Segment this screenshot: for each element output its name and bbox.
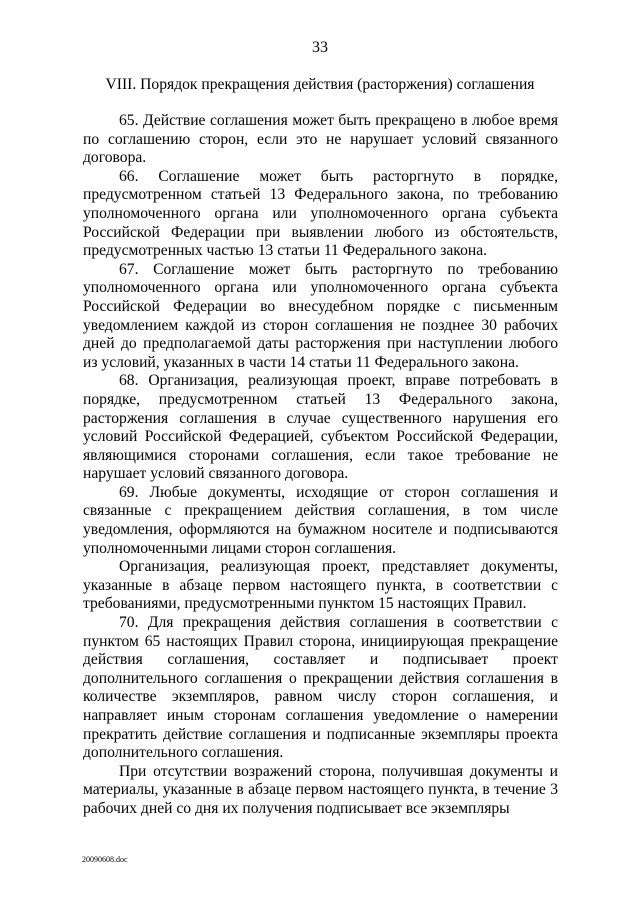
section-title: VIII. Порядок прекращения действия (расторжения) соглашения: [105, 76, 535, 93]
paragraph-69-second: Организация, реализующая проект, представляет документы, указанные в абзаце первом настоящего пункта, в соответствии с требованиями, предусмотренными пунктом 15 настоящих Правил.: [83, 558, 558, 613]
paragraph-66: 66. Соглашение может быть расторгнуто в порядке, предусмотренном статьей 13 Федерального закона, по требованию уполномоченного органа или уполномоченного органа субъекта Российской Федерации при выявлении любого из обстоятельств, предусмотренных частью 13 статьи 11 Федерального закона.: [83, 167, 558, 260]
document-body: [83, 112, 558, 819]
paragraph-69: 69. Любые документы, исходящие от сторон соглашения и связанные с прекращением действия соглашения, в том числе уведомления, оформляются на бумажном носителе и подписываются уполномоченными лицами сторон соглашения.: [83, 483, 558, 557]
paragraph-65: 65. Действие соглашения может быть прекращено в любое время по соглашению сторон, если это не нарушает условий связанного договора.: [83, 112, 558, 167]
footer-filename: 20090608.doc: [82, 855, 128, 864]
paragraph-67: 67. Соглашение может быть расторгнуто по требованию уполномоченного органа или уполномоченного органа субъекта Российской Федерации во внесудебном порядке с письменным уведомлением каждой из сторон соглашения не позднее 30 рабочих дней до предполагаемой даты расторжения при наступлении любого из условий, указанных в части 14 статьи 11 Федерального закона.: [83, 260, 558, 371]
page-number: 33: [312, 39, 328, 56]
paragraph-70-second: При отсутствии возражений сторона, получившая документы и материалы, указанные в абзаце первом настоящего пункта, в течение 3 рабочих дней со дня их получения подписывает все экземпляры: [83, 762, 558, 817]
paragraph-70: 70. Для прекращения действия соглашения в соответствии с пунктом 65 настоящих Правил сторона, инициирующая прекращение действия соглашения, составляет и подписывает проект дополнительного соглашения о прекращении действия соглашения в количестве экземпляров, равном числу сторон соглашения, и направляет иным сторонам соглашения уведомление о намерении прекратить действие соглашения и подписанные экземпляры проекта дополнительного соглашения.: [83, 614, 558, 762]
paragraph-68: 68. Организация, реализующая проект, вправе потребовать в порядке, предусмотренном статьей 13 Федерального закона, расторжения соглашения в случае существенного нарушения его условий Российской Федерацией, субъектом Российской Федерации, являющимися сторонами соглашения, если такое требование не нарушает условий связанного договора.: [83, 372, 558, 483]
